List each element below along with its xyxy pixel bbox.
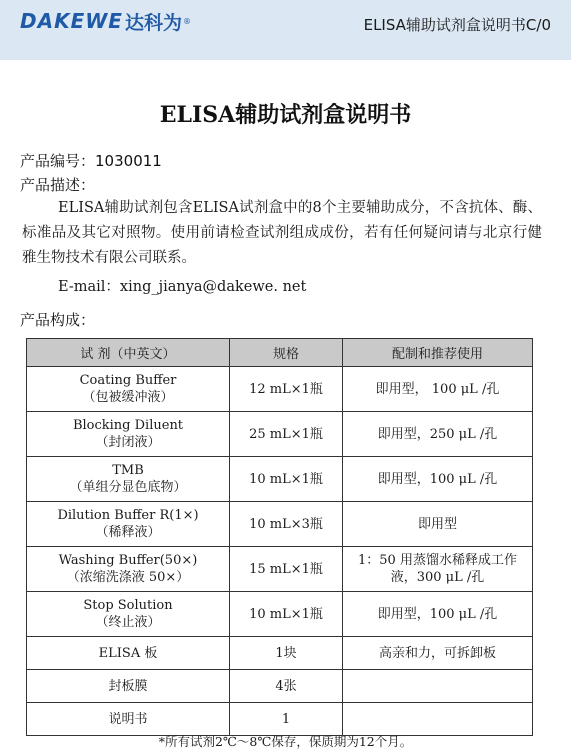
reagent-cell	[27, 547, 230, 592]
reagent-name-cn: （稀释液）	[95, 525, 161, 540]
table-header-row	[27, 339, 533, 367]
reagent-name-cn: （包被缓冲液）	[82, 390, 174, 405]
usage-cell: 即用型	[343, 502, 533, 547]
usage-cell: 即用型，100 μL /孔	[343, 457, 533, 502]
usage-cell: 即用型，100 μL /孔	[343, 592, 533, 637]
header-document-title: ELISA辅助试剂盒说明书C/0	[363, 16, 551, 34]
usage-cell: 高亲和力，可拆卸板	[343, 637, 533, 670]
reagent-name-cn: （终止液）	[95, 615, 161, 630]
reagent-name-en: TMB	[112, 463, 144, 478]
reagent-cell	[27, 457, 230, 502]
column-header-spec: 规格	[230, 339, 343, 367]
spec-cell: 25 mL×1瓶	[230, 412, 343, 457]
spec-cell: 10 mL×1瓶	[230, 592, 343, 637]
usage-cell	[343, 703, 533, 736]
reagent-cell: 说明书	[27, 703, 230, 736]
reagent-cell	[27, 367, 230, 412]
storage-footnote: *所有试剂2℃～8℃保存，保质期为12个月。	[158, 734, 413, 749]
product-number-value: 1030011	[95, 152, 162, 170]
contact-email: E-mail：xing_jianya@dakewe. net	[58, 279, 307, 295]
reagent-cell	[27, 502, 230, 547]
spec-cell: 1	[230, 703, 343, 736]
usage-cell: 即用型， 100 μL /孔	[343, 367, 533, 412]
reagent-name-en: Washing Buffer(50×)	[58, 553, 198, 568]
spec-cell: 1块	[230, 637, 343, 670]
logo-chinese-name: 达科为	[124, 11, 182, 34]
reagent-name-en: Blocking Diluent	[72, 418, 184, 433]
column-header-usage: 配制和推荐使用	[343, 339, 533, 367]
table-row	[27, 592, 533, 637]
reagent-name-cn: （浓缩洗涤液 50×）	[66, 570, 190, 585]
reagent-name-cn: （单组分显色底物）	[69, 480, 187, 495]
reagent-cell: ELISA 板	[27, 637, 230, 670]
product-number-label: 产品编号：	[20, 152, 96, 170]
usage-cell: 即用型，250 μL /孔	[343, 412, 533, 457]
reagent-name-cn: （封闭液）	[95, 435, 161, 450]
reagent-name-en: Coating Buffer	[79, 373, 177, 388]
reagent-cell: 封板膜	[27, 670, 230, 703]
table-row	[27, 502, 533, 547]
table-row	[27, 703, 533, 736]
composition-heading: 产品构成：	[20, 311, 96, 329]
description-paragraph: ELISA辅助试剂包含ELISA试剂盒中的8个主要辅助成分，不含抗体、酶、标准品及其它对照物。使用前请检查试剂组成成份，若有任何疑问请与北京行健雅生物技术有限公司联系。	[22, 200, 542, 266]
spec-cell: 15 mL×1瓶	[230, 547, 343, 592]
table-row	[27, 670, 533, 703]
spec-cell: 10 mL×1瓶	[230, 457, 343, 502]
reagent-name-en: Stop Solution	[83, 598, 173, 613]
composition-table	[26, 338, 533, 736]
description-heading: 产品描述：	[20, 176, 96, 194]
usage-cell: 1：50 用蒸馏水稀释成工作液，300 μL /孔	[343, 547, 533, 592]
reagent-name-en: Dilution Buffer R(1×)	[57, 508, 199, 523]
spec-cell: 4张	[230, 670, 343, 703]
company-logo	[20, 10, 191, 32]
page-title: ELISA辅助试剂盒说明书	[159, 102, 412, 128]
column-header-reagent: 试 剂（中英文）	[27, 339, 230, 367]
spec-cell: 10 mL×3瓶	[230, 502, 343, 547]
product-number-line	[20, 150, 162, 171]
spec-cell: 12 mL×1瓶	[230, 367, 343, 412]
table-row	[27, 367, 533, 412]
table-row	[27, 637, 533, 670]
table-row	[27, 547, 533, 592]
registered-mark: ®	[182, 16, 191, 26]
reagent-cell	[27, 412, 230, 457]
table-row	[27, 457, 533, 502]
logo-wordmark: DAKEWE	[20, 9, 123, 33]
usage-cell	[343, 670, 533, 703]
table-row	[27, 412, 533, 457]
reagent-cell	[27, 592, 230, 637]
